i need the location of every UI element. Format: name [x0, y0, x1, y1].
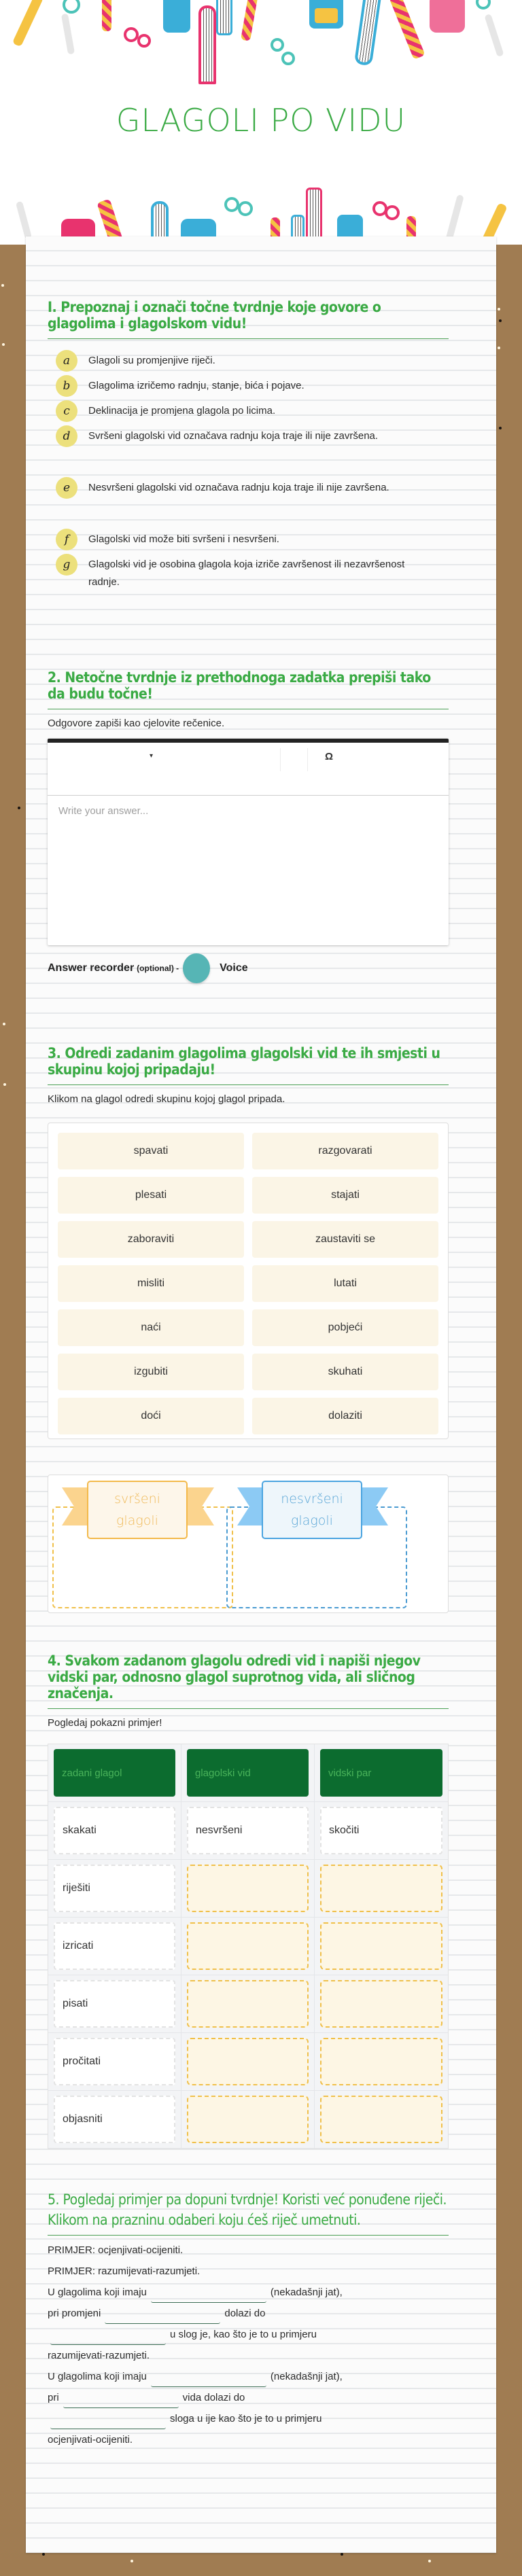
pin-decoration-icon [42, 2553, 45, 2556]
pin-decoration-icon [2, 343, 5, 346]
aspect-input[interactable] [187, 2038, 309, 2085]
pin-decoration-icon [18, 807, 20, 809]
scissors-decoration-icon [137, 34, 151, 48]
fill-blank-dropdown[interactable] [63, 2392, 179, 2408]
section-3 [48, 1045, 449, 1528]
pair-example: skočiti [320, 1807, 442, 1854]
pin-decoration-icon [3, 1083, 6, 1086]
book-decoration-icon [354, 0, 381, 66]
backpack-pocket-decoration-icon [315, 8, 338, 23]
rich-text-editor [48, 739, 449, 945]
section-2 [48, 669, 449, 974]
pin-decoration-icon [428, 2560, 431, 2562]
pin-decoration-icon [1, 284, 4, 287]
option-letter-badge: g [56, 554, 77, 576]
example-text: PRIMJER: ocjenjivati-ocijeniti. [48, 2244, 184, 2256]
verb-card[interactable]: doći [58, 1398, 244, 1434]
recorder-label: Answer recorder [48, 962, 135, 974]
table-row [48, 2033, 448, 2091]
verb-card[interactable]: razgovarati [252, 1133, 438, 1169]
table-row [48, 1975, 448, 2033]
pencil-decoration-icon [241, 0, 258, 41]
paragraph-text: razumijevati-razumjeti. [48, 2350, 150, 2361]
paragraph-text: vida dolazi do [182, 2392, 245, 2403]
option-letter-badge: a [56, 350, 77, 372]
pair-input[interactable] [320, 2038, 442, 2085]
section-5-heading-line: 5. Pogledaj primjer pa dopuni tvrdnje! Koristi već ponuđene riječi. [48, 2191, 447, 2208]
toolbar-divider [307, 748, 308, 771]
group-label-nesvrseni [262, 1481, 362, 1539]
aspect-input[interactable] [187, 1922, 309, 1970]
scissors-blade-decoration-icon [61, 14, 75, 55]
section-2-heading: 2. Netočne tvrdnje iz prethodnoga zadatka prepiši tako da budu točne! [48, 669, 449, 709]
statement-option-g[interactable] [48, 554, 408, 591]
editor-toolbar [48, 743, 449, 796]
pin-decoration-icon [498, 347, 500, 349]
header-banner [0, 0, 522, 245]
pin-decoration-icon [341, 2553, 343, 2556]
verb-card[interactable]: spavati [58, 1133, 244, 1169]
group-label-line: nesvršeni [281, 1492, 343, 1506]
statement-option-e[interactable] [48, 477, 408, 499]
toolbar-divider [280, 748, 281, 771]
option-letter-badge: c [56, 400, 77, 422]
verb-cards-container [48, 1123, 449, 1439]
table-header-row [48, 1744, 448, 1802]
given-verb: skakati [54, 1807, 175, 1854]
scissors-decoration-icon [271, 38, 284, 52]
pair-input[interactable] [320, 1922, 442, 1970]
voice-label: Voice [220, 962, 248, 974]
scissors-decoration-icon [238, 201, 253, 216]
given-verb: pisati [54, 1980, 175, 2028]
fill-paragraph-2 [48, 2366, 449, 2450]
fill-blank-dropdown[interactable] [50, 2329, 166, 2345]
option-text: Svršeni glagolski vid označava radnju koja traje ili nije završena. [88, 430, 379, 442]
given-verb: objasniti [54, 2096, 175, 2143]
category-buckets [48, 1475, 449, 1613]
paragraph-text: (nekadašnji jat), [270, 2287, 343, 2298]
option-text: Glagolski vid može biti svršeni i nesvršeni. [88, 533, 279, 545]
pin-decoration-icon [130, 2560, 133, 2562]
voice-record-button[interactable] [183, 953, 210, 983]
table-row [48, 2091, 448, 2149]
verb-card[interactable]: zaboraviti [58, 1221, 244, 1258]
verb-card[interactable]: stajati [252, 1177, 438, 1214]
table-row [48, 1918, 448, 1975]
special-character-icon[interactable]: Ω [325, 751, 334, 762]
table-row [48, 1860, 448, 1918]
paragraph-text: U glagolima koji imaju [48, 2287, 147, 2298]
option-text: Glagolski vid je osobina glagola koja izriče završenost ili nezavršenost radnje. [88, 559, 405, 588]
verb-aspect-table [48, 1744, 449, 2149]
scissors-blade-decoration-icon [484, 14, 504, 57]
pair-input[interactable] [320, 1980, 442, 2028]
format-dropdown-chevron-icon[interactable]: ▾ [150, 752, 154, 760]
statement-option-b[interactable] [48, 375, 408, 397]
pin-decoration-icon [3, 1023, 5, 1025]
option-text: Glagolima izričemo radnju, stanje, bića i pojave. [88, 380, 304, 391]
scissors-decoration-icon [476, 0, 491, 10]
scissors-decoration-icon [224, 197, 239, 212]
paragraph-text: dolazi do [224, 2308, 266, 2319]
pin-decoration-icon [498, 308, 500, 311]
section-2-instruction: Odgovore zapiši kao cjelovite rečenice. [48, 718, 225, 729]
option-letter-badge: b [56, 375, 77, 397]
verb-card[interactable]: dolaziti [252, 1398, 438, 1434]
section-1-heading: I. Prepoznaj i označi točne tvrdnje koje govore o glagolima i glagolskom vidu! [48, 299, 449, 339]
book-decoration-icon [198, 5, 216, 84]
statement-option-d[interactable] [48, 425, 408, 447]
aspect-input[interactable] [187, 1980, 309, 2028]
verb-card[interactable]: naći [58, 1309, 244, 1346]
option-letter-badge: f [56, 529, 77, 550]
section-5 [48, 2191, 449, 2450]
fill-blank-dropdown[interactable] [105, 2308, 220, 2324]
verb-card[interactable]: plesati [58, 1177, 244, 1214]
group-label-svrseni [87, 1481, 188, 1539]
aspect-input[interactable] [187, 1865, 309, 1912]
paragraph-text: ocjenjivati-ocijeniti. [48, 2434, 133, 2446]
backpack-decoration-icon [430, 0, 465, 33]
scissors-decoration-icon [281, 52, 295, 65]
pencil-decoration-icon [389, 0, 425, 60]
page-title: GLAGOLI PO VIDU [116, 102, 406, 139]
section-4 [48, 1653, 449, 2125]
section-4-instruction: Pogledaj pokazni primjer! [48, 1717, 162, 1729]
pin-decoration-icon [499, 319, 502, 322]
section-3-heading: 3. Odredi zadanim glagolima glagolski vid te ih smjesti u skupinu kojoj pripadaju! [48, 1045, 449, 1085]
option-text: Nesvršeni glagolski vid označava radnju koja traje ili nije završena. [88, 482, 389, 493]
aspect-example: nesvršeni [187, 1807, 309, 1854]
given-verb: izricati [54, 1922, 175, 1970]
answer-textarea[interactable]: Write your answer... [58, 805, 149, 817]
verb-card[interactable]: lutati [252, 1265, 438, 1302]
pencil-decoration-icon [12, 0, 44, 47]
column-header: zadani glagol [54, 1749, 175, 1797]
column-header: vidski par [320, 1749, 442, 1797]
paragraph-text: (nekadašnji jat), [270, 2371, 343, 2382]
group-label-line: glagoli [291, 1513, 333, 1528]
verb-card[interactable]: skuhati [252, 1354, 438, 1390]
column-header: glagolski vid [187, 1749, 309, 1797]
fill-blank-dropdown[interactable] [151, 2371, 266, 2387]
given-verb: pročitati [54, 2038, 175, 2085]
scissors-blade-decoration-icon [445, 194, 464, 242]
paragraph-text: sloga u ije kao što je to u primjeru [170, 2413, 322, 2424]
statement-option-a[interactable] [48, 350, 408, 372]
option-text: Glagoli su promjenjive riječi. [88, 355, 215, 366]
paragraph-text: pri [48, 2392, 59, 2403]
scissors-blade-decoration-icon [16, 201, 32, 240]
table-row [48, 1802, 448, 1860]
paragraph-text: u slog je, kao što je to u primjeru [170, 2329, 317, 2340]
recorder-optional-label: (optional) - [137, 964, 179, 973]
option-text: Deklinacija je promjena glagola po licima. [88, 405, 276, 417]
book-decoration-icon [216, 0, 232, 35]
section-3-instruction: Klikom na glagol odredi skupinu kojoj glagol pripada. [48, 1093, 285, 1105]
paragraph-text: pri promjeni [48, 2308, 101, 2319]
pencil-decoration-icon [102, 0, 111, 31]
section-5-heading-line: Klikom na prazninu odaberi koju ćeš riječ umetnuti. [48, 2212, 361, 2228]
statement-option-c[interactable] [48, 400, 408, 422]
verb-card[interactable]: pobjeći [252, 1309, 438, 1346]
verb-card[interactable]: zaustaviti se [252, 1221, 438, 1258]
paragraph-text: U glagolima koji imaju [48, 2371, 147, 2382]
fill-blank-dropdown[interactable] [50, 2413, 166, 2429]
fill-paragraph-1 [48, 2282, 449, 2366]
example-text: PRIMJER: razumijevati-razumjeti. [48, 2265, 201, 2277]
verb-card[interactable]: misliti [58, 1265, 244, 1302]
aspect-input[interactable] [187, 2096, 309, 2143]
option-letter-badge: d [56, 425, 77, 447]
section-5-heading [48, 2191, 449, 2236]
pair-input[interactable] [320, 1865, 442, 1912]
pair-input[interactable] [320, 2096, 442, 2143]
fill-blank-dropdown[interactable] [151, 2287, 266, 2303]
scissors-decoration-icon [385, 205, 400, 220]
section-1 [48, 299, 449, 588]
group-label-line: glagoli [116, 1513, 158, 1528]
option-letter-badge: e [56, 477, 77, 499]
scissors-decoration-icon [63, 0, 80, 14]
verb-card[interactable]: izgubiti [58, 1354, 244, 1390]
pin-decoration-icon [499, 427, 502, 429]
group-label-line: svršeni [114, 1492, 160, 1506]
answer-recorder [48, 953, 248, 983]
backpack-decoration-icon [163, 0, 190, 33]
section-4-heading: 4. Svakom zadanom glagolu odredi vid i napiši njegov vidski par, odnosno glagol suprotnog vida, ali sličnog značenja. [48, 1653, 449, 1709]
scissors-decoration-icon [124, 27, 139, 42]
given-verb: riješiti [54, 1865, 175, 1912]
statement-option-f[interactable] [48, 529, 408, 550]
